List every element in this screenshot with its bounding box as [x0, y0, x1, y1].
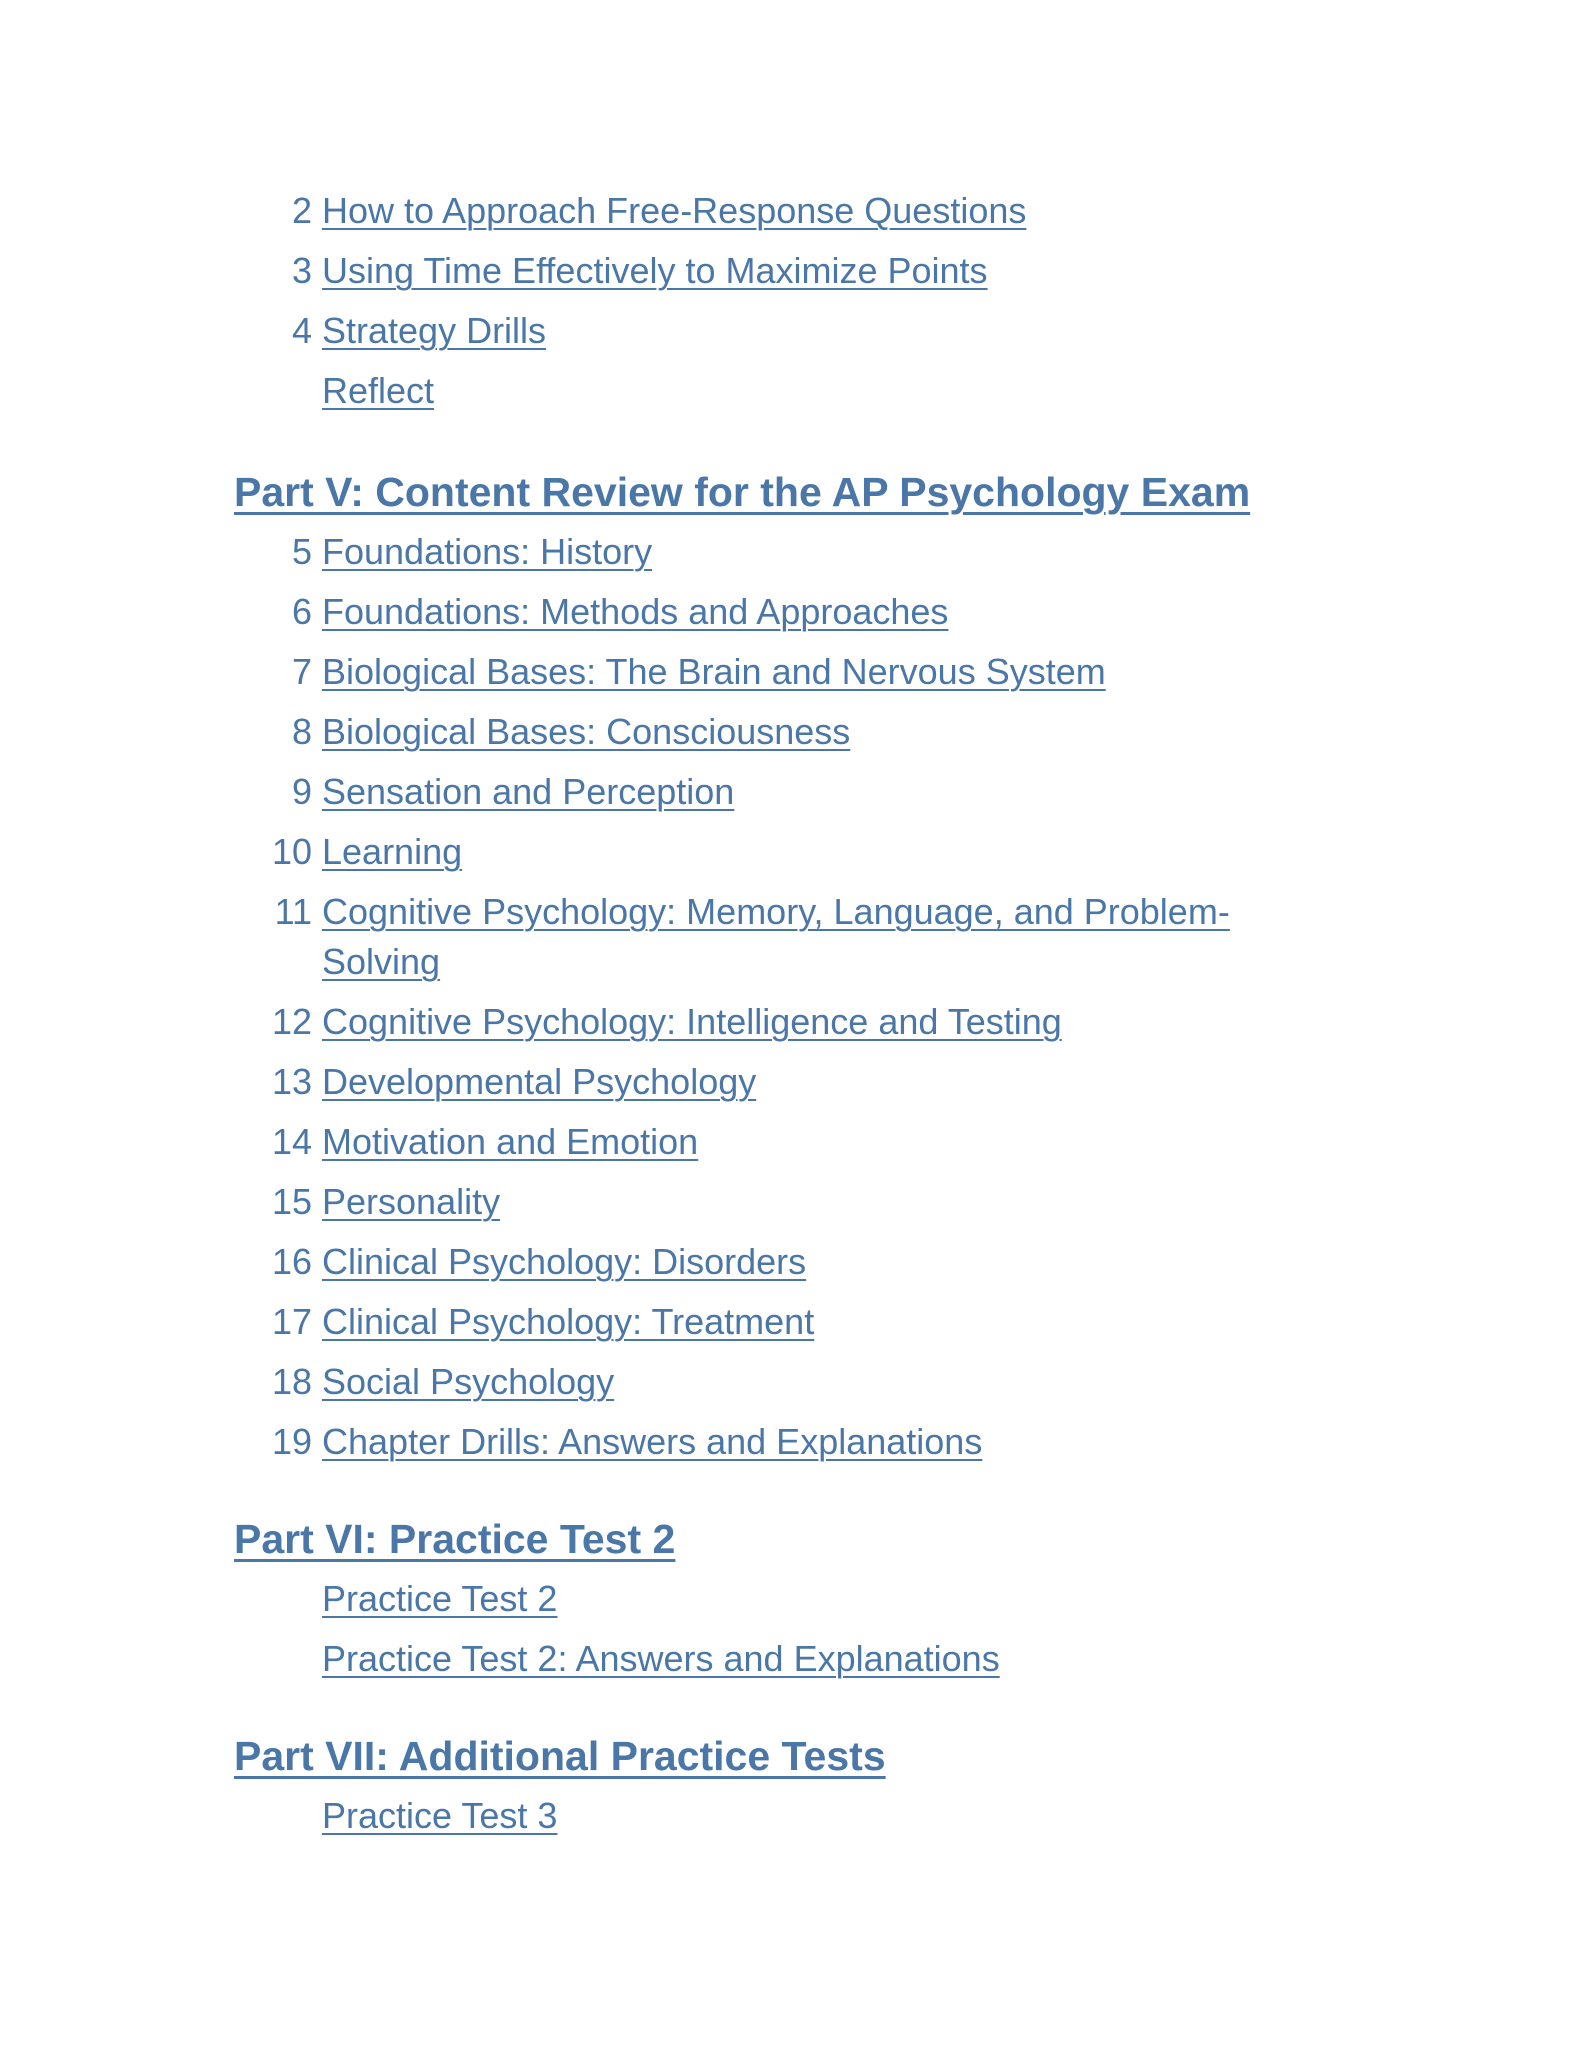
toc-entry-practice-test-2-answers — [234, 1634, 1394, 1694]
chapter-link[interactable]: Chapter Drills: Answers and Explanations — [322, 1421, 983, 1462]
chapter-link[interactable]: Strategy Drills — [322, 310, 547, 351]
chapter-number: 15 — [271, 1181, 312, 1222]
section-link[interactable]: Reflect — [322, 370, 435, 411]
chapter-number: 17 — [271, 1301, 312, 1342]
toc-entry-chapter-10 — [234, 827, 1394, 887]
toc-entry-chapter-6 — [234, 587, 1394, 647]
chapter-link[interactable]: Using Time Effectively to Maximize Points — [322, 250, 988, 291]
part-vii-heading-link[interactable]: Part VII: Additional Practice Tests — [234, 1733, 886, 1779]
chapter-link[interactable]: Biological Bases: Consciousness — [322, 711, 851, 752]
chapter-link[interactable]: Foundations: History — [322, 531, 653, 572]
toc-entry-chapter-16 — [234, 1237, 1394, 1297]
chapter-number: 14 — [271, 1121, 312, 1162]
chapter-number: 3 — [291, 250, 312, 291]
toc-entry-chapter-15 — [234, 1177, 1394, 1237]
chapter-link[interactable]: Cognitive Psychology: Memory, Language, and Problem-Solving — [322, 891, 1230, 982]
chapter-link[interactable]: Foundations: Methods and Approaches — [322, 591, 949, 632]
chapter-number: 13 — [271, 1061, 312, 1102]
chapter-link[interactable]: Personality — [322, 1181, 501, 1222]
table-of-contents — [234, 186, 1394, 1851]
toc-entry-chapter-8 — [234, 707, 1394, 767]
toc-entry-chapter-9 — [234, 767, 1394, 827]
chapter-number: 16 — [271, 1241, 312, 1282]
section-link[interactable]: Practice Test 2 — [322, 1578, 558, 1619]
chapter-number: 19 — [271, 1421, 312, 1462]
chapter-number: 18 — [271, 1361, 312, 1402]
toc-entry-practice-test-3 — [234, 1791, 1394, 1851]
toc-entry-chapter-4 — [234, 306, 1394, 366]
toc-entry-practice-test-2 — [234, 1574, 1394, 1634]
toc-entry-reflect — [234, 366, 1394, 426]
chapter-number: 8 — [291, 711, 312, 752]
chapter-link[interactable]: Clinical Psychology: Treatment — [322, 1301, 815, 1342]
chapter-number: 12 — [271, 1001, 312, 1042]
chapter-number: 5 — [291, 531, 312, 572]
toc-entry-chapter-3 — [234, 246, 1394, 306]
toc-entry-chapter-12 — [234, 997, 1394, 1057]
chapter-link[interactable]: Motivation and Emotion — [322, 1121, 699, 1162]
chapter-link[interactable]: Learning — [322, 831, 463, 872]
toc-entry-chapter-5 — [234, 527, 1394, 587]
toc-entry-chapter-2 — [234, 186, 1394, 246]
toc-entry-chapter-13 — [234, 1057, 1394, 1117]
toc-entry-chapter-19 — [234, 1417, 1394, 1477]
section-link[interactable]: Practice Test 2: Answers and Explanations — [322, 1638, 1000, 1679]
toc-entry-chapter-7 — [234, 647, 1394, 707]
chapter-number: 2 — [291, 190, 312, 231]
chapter-number: 11 — [274, 891, 312, 932]
chapter-link[interactable]: Sensation and Perception — [322, 771, 735, 812]
chapter-number: 4 — [291, 310, 312, 351]
section-link[interactable]: Practice Test 3 — [322, 1795, 558, 1836]
toc-entry-chapter-18 — [234, 1357, 1394, 1417]
toc-entry-chapter-17 — [234, 1297, 1394, 1357]
chapter-link[interactable]: Clinical Psychology: Disorders — [322, 1241, 807, 1282]
chapter-link[interactable]: Cognitive Psychology: Intelligence and Testing — [322, 1001, 1062, 1042]
chapter-number: 10 — [271, 831, 312, 872]
chapter-link[interactable]: How to Approach Free-Response Questions — [322, 190, 1027, 231]
toc-entry-chapter-11 — [234, 887, 1394, 997]
chapter-number: 6 — [291, 591, 312, 632]
part-v-heading-link[interactable]: Part V: Content Review for the AP Psychology Exam — [234, 469, 1251, 515]
chapter-number: 7 — [291, 651, 312, 692]
chapter-link[interactable]: Developmental Psychology — [322, 1061, 757, 1102]
chapter-number: 9 — [291, 771, 312, 812]
chapter-link[interactable]: Biological Bases: The Brain and Nervous System — [322, 651, 1106, 692]
chapter-link[interactable]: Social Psychology — [322, 1361, 615, 1402]
part-vi-heading-link[interactable]: Part VI: Practice Test 2 — [234, 1516, 676, 1562]
toc-entry-chapter-14 — [234, 1117, 1394, 1177]
